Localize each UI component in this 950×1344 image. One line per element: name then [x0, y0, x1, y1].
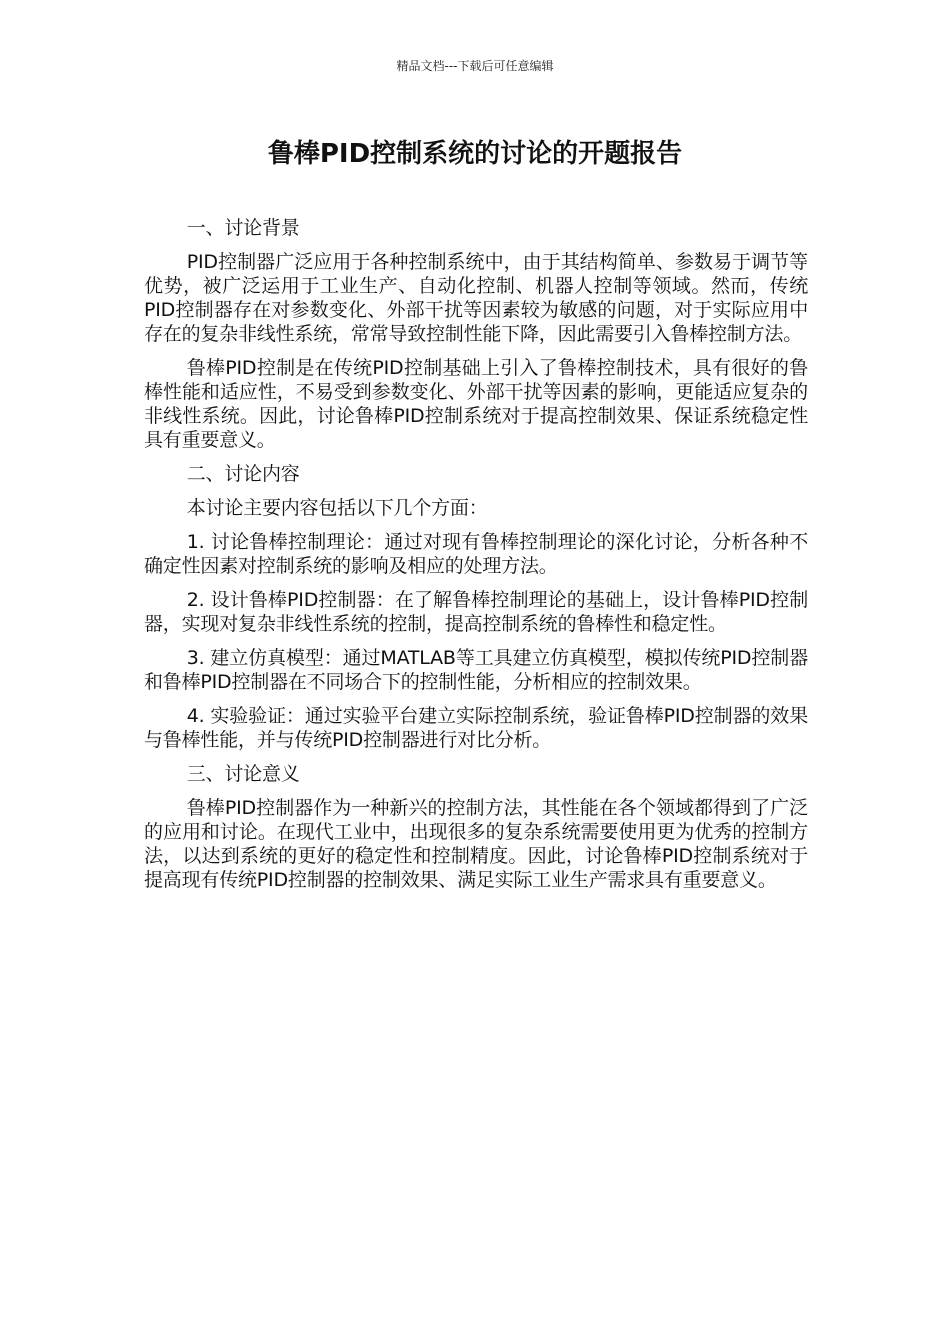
paragraph: 鲁棒PID控制是在传统PID控制基础上引入了鲁棒控制技术，具有很好的鲁棒性能和适应性，不易受到参数变化、外部干扰等因素的影响，更能适应复杂的非线性系统。因此，讨论鲁棒PID控制系统对于提高控制效果、保证系统稳定性具有重要意义。: [144, 357, 808, 451]
paragraph: 本讨论主要内容包括以下几个方面：: [186, 497, 488, 519]
paragraph: PID控制器广泛应用于各种控制系统中，由于其结构简单、参数易于调节等优势，被广泛运用于工业生产、自动化控制、机器人控制等领域。然而，传统PID控制器存在对参数变化、外部干扰等因素较为敏感的问题，对于实际应用中存在的复杂非线性系统，常常导致控制性能下降，因此需要引入鲁棒控制方法。: [144, 251, 808, 345]
document-body: [144, 216, 808, 902]
section-heading-content: 二、讨论内容: [186, 463, 300, 485]
section-heading-background: 一、讨论背景: [186, 217, 300, 239]
list-item: 2. 设计鲁棒PID控制器：在了解鲁棒控制理论的基础上，设计鲁棒PID控制器，实现对复杂非线性系统的控制，提高控制系统的鲁棒性和稳定性。: [144, 589, 808, 635]
list-item: 3. 建立仿真模型：通过MATLAB等工具建立仿真模型，模拟传统PID控制器和鲁棒PID控制器在不同场合下的控制性能，分析相应的控制效果。: [144, 647, 808, 693]
page-header-watermark: 精品文档---下载后可任意编辑: [396, 59, 554, 73]
paragraph: 鲁棒PID控制器作为一种新兴的控制方法，其性能在各个领域都得到了广泛的应用和讨论。在现代工业中，出现很多的复杂系统需要使用更为优秀的控制方法，以达到系统的更好的稳定性和控制精度。因此，讨论鲁棒PID控制系统对于提高现有传统PID控制器的控制效果、满足实际工业生产需求具有重要意义。: [144, 797, 808, 891]
document-title: 鲁棒PID控制系统的讨论的开题报告: [267, 139, 683, 169]
list-item: 1. 讨论鲁棒控制理论：通过对现有鲁棒控制理论的深化讨论，分析各种不确定性因素对控制系统的影响及相应的处理方法。: [144, 531, 808, 577]
list-item: 4. 实验验证：通过实验平台建立实际控制系统，验证鲁棒PID控制器的效果与鲁棒性能，并与传统PID控制器进行对比分析。: [144, 705, 808, 751]
section-heading-significance: 三、讨论意义: [186, 763, 300, 785]
